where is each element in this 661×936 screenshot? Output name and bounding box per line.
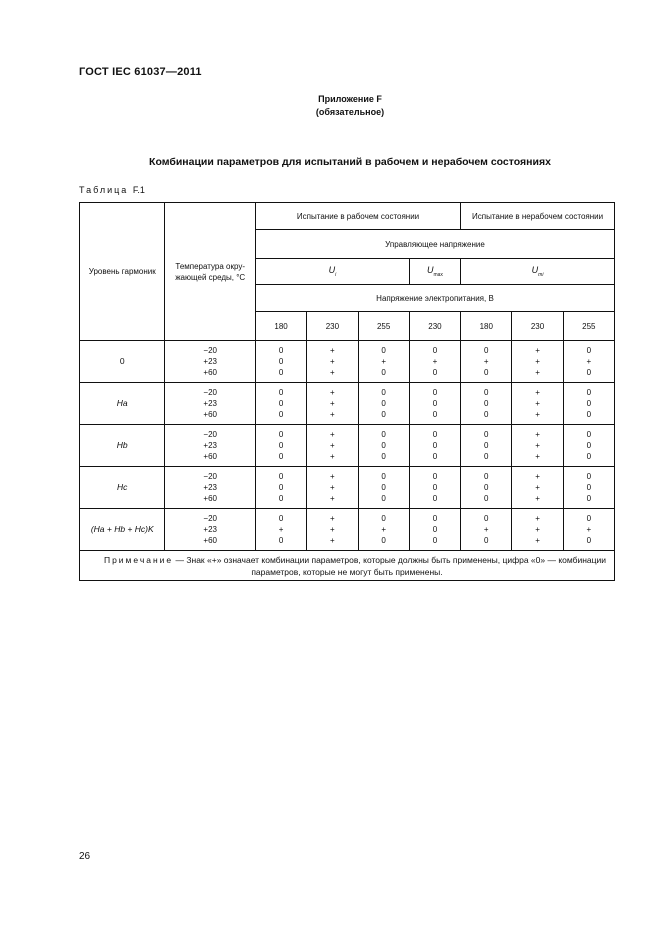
header-control-voltage: Управляющее напряжение: [255, 230, 614, 259]
combination-value: +: [330, 525, 335, 534]
combination-value: 0: [586, 494, 592, 503]
combination-value: 0: [432, 399, 438, 408]
temperature-value: +60: [203, 536, 217, 545]
combination-cell: [512, 383, 563, 425]
combination-value: +: [535, 441, 540, 450]
combination-value: +: [535, 430, 540, 439]
combination-value: 0: [432, 388, 438, 397]
combination-cell: [512, 509, 563, 551]
combination-value: 0: [381, 410, 386, 419]
combination-value: 0: [381, 472, 386, 481]
temperature-value: +23: [203, 525, 217, 534]
combination-cell: [563, 467, 614, 509]
combination-cell: [358, 425, 409, 467]
temperature-cell: [165, 467, 255, 509]
combination-cell: [255, 509, 306, 551]
combination-value: +: [535, 399, 540, 408]
combination-cell: [409, 425, 460, 467]
voltage-header: 230: [409, 312, 460, 341]
combination-value: 0: [586, 472, 592, 481]
voltage-header: 255: [563, 312, 614, 341]
combination-value: +: [330, 536, 335, 545]
appendix-status: (обязательное): [315, 107, 385, 117]
combination-cell: [307, 341, 358, 383]
table-caption-number: F.1: [132, 185, 145, 195]
combination-value: +: [330, 388, 335, 397]
combination-cell: [461, 425, 512, 467]
voltage-header: 180: [461, 312, 512, 341]
combination-cell: [512, 467, 563, 509]
combination-cell: [358, 509, 409, 551]
header-supply-voltage: Напряжение электропитания, В: [255, 285, 614, 312]
temperature-value: −20: [203, 346, 217, 355]
voltage-header: 180: [255, 312, 306, 341]
header-u-i: $U_i$: [255, 259, 409, 285]
combination-value: 0: [381, 430, 386, 439]
combination-cell: [307, 425, 358, 467]
combination-value: 0: [432, 494, 438, 503]
combination-value: +: [535, 472, 540, 481]
temperature-cell: [165, 425, 255, 467]
harmonic-level-label: Ha: [116, 398, 128, 408]
temperature-value: −20: [203, 388, 217, 397]
combination-value: 0: [432, 368, 438, 377]
table-caption: [79, 185, 145, 195]
combination-value: +: [432, 357, 438, 366]
combination-value: +: [330, 410, 335, 419]
combination-value: 0: [381, 452, 386, 461]
combination-value: 0: [484, 472, 489, 481]
voltage-header: 230: [512, 312, 563, 341]
combination-value: +: [330, 430, 335, 439]
combination-cell: [358, 341, 409, 383]
combination-value: 0: [381, 536, 386, 545]
table-row: [80, 425, 615, 467]
header-nonworking-test: Испытание в нерабочем состоянии: [461, 203, 615, 230]
combination-value: 0: [586, 452, 592, 461]
combination-value: 0: [278, 430, 284, 439]
combination-cell: [307, 509, 358, 551]
header-harmonic-level: Уровень гармоник: [80, 203, 165, 341]
combination-cell: [307, 467, 358, 509]
harmonic-level-label: Hb: [116, 440, 128, 450]
combination-value: 0: [484, 399, 489, 408]
table-row: [80, 509, 615, 551]
harmonic-level-cell: [80, 425, 165, 467]
voltage-header: 255: [358, 312, 409, 341]
combination-cell: [461, 341, 512, 383]
page-number: 26: [79, 851, 91, 862]
combination-value: +: [535, 357, 540, 366]
combination-value: 0: [586, 430, 592, 439]
combination-value: +: [330, 514, 335, 523]
temperature-value: +60: [203, 410, 217, 419]
combination-value: 0: [278, 536, 284, 545]
combination-cell: [358, 383, 409, 425]
combination-value: +: [330, 441, 335, 450]
temperature-value: +23: [203, 357, 217, 366]
combination-value: 0: [484, 483, 489, 492]
voltage-header: 230: [307, 312, 358, 341]
harmonic-level-label: 0: [119, 356, 125, 366]
combination-cell: [563, 509, 614, 551]
table-row: [80, 383, 615, 425]
combination-value: 0: [586, 346, 592, 355]
combination-value: 0: [278, 452, 284, 461]
temperature-value: −20: [203, 472, 217, 481]
combination-value: 0: [432, 346, 438, 355]
combination-value: 0: [586, 514, 592, 523]
table-caption-word: Таблица: [79, 185, 129, 195]
combination-value: 0: [381, 388, 386, 397]
combination-value: 0: [432, 472, 438, 481]
combination-value: 0: [484, 441, 489, 450]
combination-value: +: [381, 525, 386, 534]
combination-cell: [512, 341, 563, 383]
combination-value: 0: [432, 536, 438, 545]
combination-cell: [512, 425, 563, 467]
combination-value: 0: [381, 441, 386, 450]
combination-value: 0: [278, 357, 284, 366]
temperature-cell: [165, 383, 255, 425]
combination-cell: [409, 467, 460, 509]
combination-cell: [461, 383, 512, 425]
combination-value: 0: [484, 452, 489, 461]
combination-value: 0: [278, 346, 284, 355]
combination-value: +: [535, 368, 540, 377]
harmonic-level-cell: [80, 467, 165, 509]
combination-value: 0: [484, 410, 489, 419]
harmonic-level-label: Hc: [117, 482, 128, 492]
temperature-value: +60: [203, 494, 217, 503]
combination-value: 0: [381, 399, 386, 408]
combination-value: +: [330, 346, 335, 355]
combination-value: 0: [484, 346, 489, 355]
harmonic-level-cell: [80, 509, 165, 551]
combination-value: 0: [381, 346, 386, 355]
combination-value: 0: [278, 514, 284, 523]
combination-value: 0: [278, 388, 284, 397]
combination-cell: [409, 509, 460, 551]
combination-value: 0: [484, 514, 489, 523]
combination-value: 0: [278, 399, 284, 408]
combination-value: +: [535, 346, 540, 355]
combination-cell: [563, 425, 614, 467]
combination-value: 0: [278, 441, 284, 450]
temperature-value: −20: [203, 514, 217, 523]
combination-value: 0: [381, 514, 386, 523]
combination-value: +: [330, 472, 335, 481]
header-working-test: Испытание в рабочем состоянии: [255, 203, 460, 230]
combination-value: +: [586, 357, 592, 366]
combination-cell: [255, 467, 306, 509]
note-label: Примечание: [103, 554, 174, 565]
document-standard-header: ГОСТ IEC 61037—2011: [79, 66, 202, 78]
combination-value: +: [535, 514, 540, 523]
combination-value: +: [330, 452, 335, 461]
section-title: Комбинации параметров для испытаний в рабочем и нерабочем состояниях: [149, 156, 551, 168]
combination-value: 0: [586, 399, 592, 408]
temperature-value: −20: [203, 430, 217, 439]
combination-cell: [461, 467, 512, 509]
combination-value: 0: [586, 536, 592, 545]
temperature-value: +60: [203, 452, 217, 461]
note-text: — Знак «+» означает комбинации параметров, которые должны быть применены, цифра «0» — комбинации параметров, которые не могут быть применены.: [173, 554, 607, 577]
temperature-value: +23: [203, 441, 217, 450]
combination-value: 0: [381, 368, 386, 377]
combination-value: +: [483, 525, 489, 534]
temperature-cell: [165, 341, 255, 383]
combination-value: 0: [432, 430, 438, 439]
combination-cell: [307, 383, 358, 425]
combination-value: 0: [432, 441, 438, 450]
combination-value: 0: [484, 430, 489, 439]
harmonic-level-cell: [80, 383, 165, 425]
combination-value: +: [535, 388, 540, 397]
combination-value: 0: [586, 483, 592, 492]
combination-value: +: [330, 494, 335, 503]
header-u-mi: $U_{mi}$: [461, 259, 615, 285]
combination-value: +: [586, 525, 592, 534]
combination-cell: [409, 341, 460, 383]
combination-cell: [358, 467, 409, 509]
combination-value: +: [330, 483, 335, 492]
table-note: [80, 551, 615, 581]
combination-value: +: [535, 536, 540, 545]
parameters-table: [79, 202, 615, 581]
combination-cell: [255, 341, 306, 383]
combination-value: 0: [586, 410, 592, 419]
combination-value: +: [330, 357, 335, 366]
combination-cell: [461, 509, 512, 551]
combination-value: 0: [432, 525, 438, 534]
combination-value: 0: [432, 452, 438, 461]
harmonic-level-cell: [80, 341, 165, 383]
combination-value: +: [330, 399, 335, 408]
combination-value: +: [535, 452, 540, 461]
combination-value: +: [535, 494, 540, 503]
combination-value: 0: [278, 472, 284, 481]
combination-value: 0: [484, 536, 489, 545]
combination-value: 0: [484, 368, 489, 377]
temperature-value: +23: [203, 399, 217, 408]
combination-value: 0: [484, 388, 489, 397]
temperature-value: +60: [203, 368, 217, 377]
combination-value: +: [381, 357, 386, 366]
combination-value: 0: [586, 388, 592, 397]
combination-value: 0: [278, 368, 284, 377]
combination-cell: [563, 383, 614, 425]
combination-value: +: [535, 525, 540, 534]
harmonic-level-label: (Ha + Hb + Hc)K: [90, 524, 154, 534]
combination-value: 0: [278, 483, 284, 492]
temperature-value: +23: [203, 483, 217, 492]
combination-value: +: [278, 525, 284, 534]
combination-value: 0: [586, 441, 592, 450]
header-ambient-temperature: Температура окру-жающей среды, °С: [165, 203, 255, 341]
combination-value: +: [483, 357, 489, 366]
combination-value: 0: [381, 494, 386, 503]
table-body: [80, 341, 615, 551]
combination-value: +: [535, 483, 540, 492]
combination-value: 0: [586, 368, 592, 377]
header-u-max: $U_{max}$: [409, 259, 460, 285]
appendix-title: Приложение F: [318, 94, 382, 104]
combination-cell: [255, 425, 306, 467]
combination-value: 0: [278, 410, 284, 419]
combination-value: 0: [432, 514, 438, 523]
temperature-cell: [165, 509, 255, 551]
table-row: [80, 341, 615, 383]
combination-value: 0: [381, 483, 386, 492]
combination-value: 0: [432, 410, 438, 419]
combination-value: 0: [278, 494, 284, 503]
combination-value: +: [535, 410, 540, 419]
combination-value: 0: [484, 494, 489, 503]
combination-cell: [255, 383, 306, 425]
combination-cell: [563, 341, 614, 383]
combination-value: +: [330, 368, 335, 377]
combination-value: 0: [432, 483, 438, 492]
combination-cell: [409, 383, 460, 425]
table-row: [80, 467, 615, 509]
